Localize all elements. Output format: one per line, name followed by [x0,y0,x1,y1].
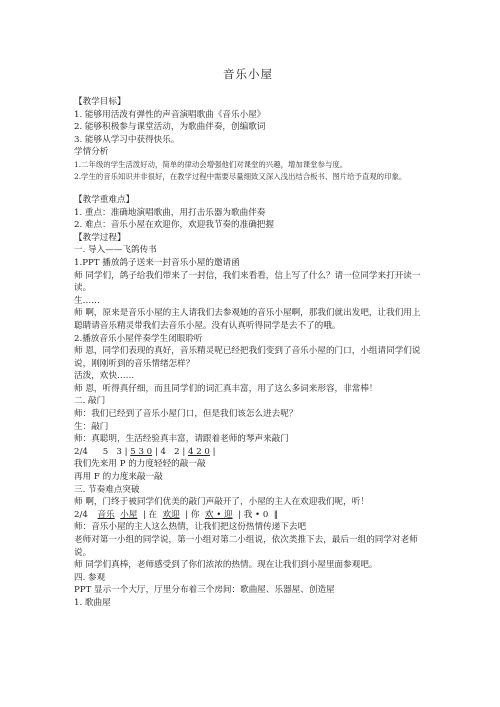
page-title: 音乐小屋 [223,67,273,81]
step-3-heading: 三. 节奏难点突破 [74,484,140,495]
paragraph: 1.PPT 播放鸽子送来一封音乐小屋的邀请函 [74,257,240,268]
goal-2: 2. 能够积极参与课堂活动，为歌曲伴奏，创编歌词 [74,122,266,133]
paragraph: 再用 F 的力度来敲一敲 [74,472,163,483]
step-2-heading: 二. 敲门 [74,396,106,407]
paragraph: 师 啊，门终于被同学们优美的敲门声敲开了，小屋的主人在欢迎我们呢，听！ [74,497,369,508]
paragraph: 师：音乐小屋的主人这么热情，让我们把这份热情传递下去吧 [74,522,307,533]
analysis-1: 1.二年级的学生活泼好动，简单的律动会增强他们对课堂的兴趣，增加课堂参与度。 [74,159,348,169]
section-goals-heading: 【教学目标】 [74,97,126,107]
paragraph: 师 恩，同学们表现的真好，音乐精灵呢已经把我们变到了音乐小屋的门口，小组请同学们说说，刚刚听到的音乐情绪怎样？ [74,346,421,369]
analysis-heading: 学情分析 [74,147,109,158]
paragraph: 我们先来用 P 的力度轻轻的敲一敲 [74,459,206,470]
analysis-2: 2.学生的音乐知识并非很好，在教学过程中需要尽量细致又深入浅出结合板书、图片给予直观的印象。 [74,171,407,181]
paragraph: 生：敲门 [74,421,109,432]
spacer [74,183,422,194]
paragraph: 1. 歌曲屋 [74,597,111,608]
goal-3: 3. 能够从学习中获得快乐。 [74,134,180,145]
key-point-1: 1. 重点：准确地演唱歌曲，用打击乐器为歌曲伴奏 [74,207,266,218]
paragraph: 师 啊，原来是音乐小屋的主人请我们去参观她的音乐小屋啊，那我们就出发吧，让我们用上聪睛请音乐精灵带我们去音乐小屋。没有认真听得同学是去不了的哦。 [74,308,421,331]
paragraph: 师：真聪明，生活经验真丰富，请跟着老师的琴声来敲门 [74,434,289,445]
paragraph: 2.播放音乐小屋伴奏学生闭眼聆听 [74,333,203,344]
key-points-heading: 【教学重难点】 [74,194,135,205]
paragraph: 师 同学们真棒，老师感受到了你们浓浓的热情。现在让我们到小屋里面参观吧。 [74,560,378,571]
paragraph: 师：我们已经到了音乐小屋门口，但是我们该怎么进去呢？ [74,409,298,420]
paragraph: 活泼，欢快…… [74,371,135,382]
paragraph: PPT 显示一个大厅，厅里分布着三个房间：歌曲屋、乐器屋、创造屋 [74,585,335,596]
paragraph: 老师对第一小组的同学说，第一小组对第二小组说，依次类推下去，最后一组的同学对老师说。 [74,535,418,558]
step-4-heading: 四. 参观 [74,572,106,583]
step-1-heading: 一. 导入——飞鸽传书 [74,245,157,256]
process-heading: 【教学过程】 [74,232,126,243]
paragraph: 师 恩，听得真仔细，而且同学们的词汇真丰富，用了这么多词来形容，非常棒！ [74,383,378,394]
goal-1: 1. 能够用活泼有弹性的声音演唱歌曲《音乐小屋》 [74,109,266,120]
key-point-2: 2. 难点：音乐小屋在欢迎你，欢迎我节奏的准确把握 [74,220,274,231]
paragraph: 师 同学们，鸽子给我们带来了一封信，我们来看看，信上写了什么？请一位同学来打开读一读。 [74,270,421,294]
paragraph: 生…… [74,295,100,306]
rhythm-score-2: 2/4 音乐 小屋 | 在 欢迎 | 你 欢 • 迎 | 我 • 0 ‖ [74,509,279,520]
rhythm-score-1: 2/4 5 3 | 5 3 0 | 4 2 | 4 2 0 | [74,446,216,457]
